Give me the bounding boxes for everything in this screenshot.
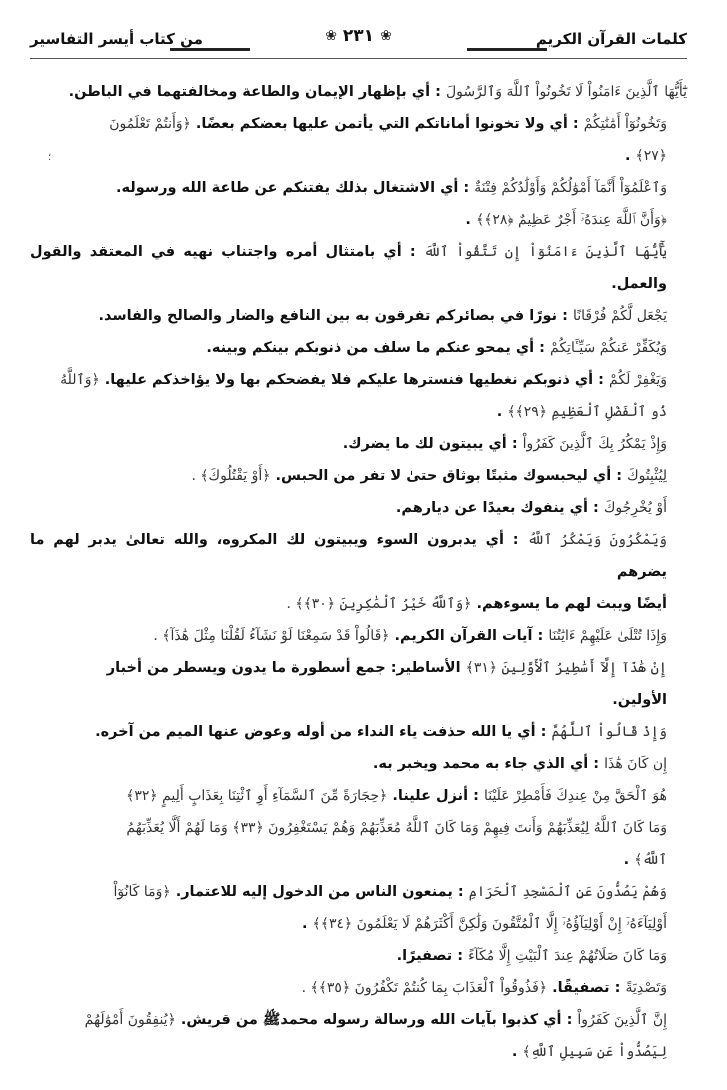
quran-text: وَهُمْ يَصُدُّونَ عَنِ ٱلْمَسْجِدِ ٱلْحَرَامِ xyxy=(468,884,667,900)
explanation-text: : أي بامتثال أمره واجتناب نهيه في المعتقد والقول والعمل. xyxy=(30,244,667,292)
quran-text: ﴿وَٱللَّهُ xyxy=(60,372,100,388)
quran-text: وَيَغْفِرْ لَكُمْ xyxy=(609,372,667,388)
tafsir-line xyxy=(30,492,687,524)
explanation-text: : أي يبيتون لك ما يضرك. xyxy=(342,436,523,452)
tafsir-line xyxy=(30,172,687,204)
explanation-text: : تصفيقًا. xyxy=(547,980,626,996)
quran-text: وَٱعْلَمُوٓاْ أَنَّمَآ أَمْوَٰلُكُمْ وَأَوْلَٰدُكُمْ فِتْنَةٌ xyxy=(474,180,667,196)
explanation-text: . xyxy=(624,148,636,164)
quran-text: وَيُكَفِّرْ عَنكُمْ سَيِّـَٔاتِكُمْ xyxy=(550,340,667,356)
quran-text: ﴿وَأَنَّ ٱللَّهَ عِندَهُۥٓ أَجْرٌ عَظِيمٌ ﴿٢٨﴾﴾ xyxy=(475,212,667,228)
tafsir-line xyxy=(30,876,687,908)
explanation-text: : أنزل علينا. xyxy=(387,788,484,804)
quran-text: أَوْلِيَآءَهُۥٓ إِنْ أَوْلِيَآؤُهُۥٓ إِلَّا ٱلْمُتَّقُونَ وَلَٰكِنَّ أَكْثَرَهُمْ لَا يَعْلَمُونَ ﴿٣٤﴾﴾ xyxy=(312,916,667,932)
quran-text: لِيَصُدُّواْ عَن سَبِيلِ ٱللَّهِ﴾ xyxy=(522,1044,667,1060)
tafsir-line xyxy=(30,1036,687,1068)
quran-text: ﴿٢٧﴾ xyxy=(635,148,667,164)
page-number: ٢٣١ xyxy=(342,26,375,46)
quran-text: ٱللَّهُ﴾ xyxy=(634,852,667,868)
explanation-text: : نورًا في بصائركم تفرقون به بين النافع والضار والصالح والفاسد. xyxy=(98,308,573,324)
tafsir-line xyxy=(30,588,687,620)
margin-mark: ؛ xyxy=(48,152,52,163)
explanation-text: : أي ينفوك بعيدًا عن ديارهم. xyxy=(395,500,604,516)
tafsir-line xyxy=(30,716,687,748)
explanation-text: : أي بإظهار الإيمان والطاعة ومخالفتهما في الباطن. xyxy=(68,84,446,100)
tafsir-line xyxy=(30,428,687,460)
quran-text: وَمَا كَانَ صَلَاتُهُمْ عِندَ ٱلْبَيْتِ إِلَّا مُكَآءً xyxy=(468,948,667,964)
header-ornament-rule-left xyxy=(170,48,250,51)
quran-text: إِنَّ ٱلَّذِينَ كَفَرُواْ xyxy=(577,1012,667,1028)
quran-text: ﴿وَٱللَّهُ خَيْرُ ٱلْمَٰكِرِينَ ﴿٣٠﴾﴾ . xyxy=(286,596,472,612)
quran-text: يَٰٓأَيُّهَا ٱلَّذِينَ ءَامَنُوٓاْ إِن تَتَّقُواْ ٱللَّهَ xyxy=(423,244,667,260)
explanation-text: : أي ليحبسوك مثبتًا بوثاق حتىٰ لا تفر من الحبس. xyxy=(270,468,628,484)
tafsir-line xyxy=(30,1004,687,1036)
ornament-icon: ❀ xyxy=(325,28,337,44)
tafsir-line xyxy=(30,908,687,940)
tafsir-line xyxy=(30,940,687,972)
tafsir-line xyxy=(30,620,687,652)
explanation-text: . xyxy=(496,404,508,420)
quran-text: وَإِذَا تُتْلَىٰ عَلَيْهِمْ ءَايَٰتُنَا xyxy=(548,628,667,644)
tafsir-line xyxy=(30,236,687,300)
header-book-title: كلمات القرآن الكريم xyxy=(535,30,687,48)
header-source-title: من كتاب أيسر التفاسير xyxy=(30,30,203,48)
quran-text: أَوْ يُخْرِجُوكَ xyxy=(603,500,667,516)
header-ornament-rule-right xyxy=(467,48,547,51)
quran-text: وَإِذْ يَمْكُرُ بِكَ ٱلَّذِينَ كَفَرُواْ xyxy=(522,436,667,452)
quran-text: يَجْعَل لَّكُمْ فُرْقَانًا xyxy=(572,308,667,324)
tafsir-line xyxy=(30,844,687,876)
quran-text: وَتَصْدِيَةً xyxy=(625,980,667,996)
quran-text: ﴿يُنفِقُونَ أَمْوَٰلَهُمْ xyxy=(84,1012,176,1028)
quran-text: ﴿قَالُواْ قَدْ سَمِعْنَا لَوْ نَشَآءُ لَقُلْنَا مِثْلَ هَٰذَآ﴾ . xyxy=(153,628,390,644)
header-divider xyxy=(30,58,687,59)
ornament-icon: ❀ xyxy=(380,28,392,44)
explanation-text: : تصفيرًا. xyxy=(396,948,469,964)
explanation-text: : آيات القرآن الكريم. xyxy=(389,628,549,644)
tafsir-line xyxy=(30,780,687,812)
tafsir-line xyxy=(30,396,687,428)
explanation-text: : أي الذي جاء به محمد ويخبر به. xyxy=(372,756,605,772)
explanation-text: : أي يدبرون السوء ويبيتون لك المكروه، والله تعالىٰ يدبر لهم ما يضرهم xyxy=(30,532,667,580)
quran-text: ﴿وَمَا كَانُوٓاْ xyxy=(113,884,171,900)
tafsir-line xyxy=(30,684,687,716)
page-header xyxy=(30,22,687,62)
explanation-text: : أي الاشتغال بذلك يفتنكم عن طاعة الله ورسوله. xyxy=(116,180,475,196)
quran-text: وَتَخُونُوٓاْ أَمَٰنَٰتِكُمْ xyxy=(583,116,667,132)
quran-text: وَإِذْ قَالُواْ ٱللَّهُمَّ xyxy=(551,724,667,740)
explanation-text: : أي يمحو عنكم ما سلف من ذنوبكم بينكم وبينه. xyxy=(206,340,550,356)
explanation-text: أيضًا ويبث لهم ما يسوءهم. xyxy=(471,596,667,612)
quran-text: ﴿وَأَنتُمْ تَعْلَمُونَ xyxy=(109,116,191,132)
page-number-box xyxy=(325,26,392,46)
quran-text: ذُو ٱلْفَضْلِ ٱلْعَظِيمِ ﴿٢٩﴾﴾ xyxy=(507,404,667,420)
tafsir-line xyxy=(30,108,687,140)
tafsir-line xyxy=(30,812,687,844)
tafsir-line xyxy=(30,204,687,236)
tafsir-line xyxy=(30,332,687,364)
quran-text: وَمَا كَانَ ٱللَّهُ لِيُعَذِّبَهُمْ وَأَنتَ فِيهِمْ وَمَا كَانَ ٱللَّهُ مُعَذِّبَهُمْ وَهُمْ يَسْتَغْفِرُونَ ﴿٣٣﴾ وَمَا لَهُمْ أَلَّا يُعَذِّبَهُمُ xyxy=(126,820,667,836)
quran-text: يَٰٓأَيُّهَا ٱلَّذِينَ ءَامَنُواْ لَا تَخُونُواْ ٱللَّهَ وَٱلرَّسُولَ xyxy=(445,84,687,100)
explanation-text: الأولين. xyxy=(612,692,667,708)
explanation-text: . xyxy=(465,212,476,228)
explanation-text: : أي ولا تخونوا أماناتكم التي يأتمن عليها بعضكم بعضًا. xyxy=(190,116,584,132)
explanation-text: . xyxy=(511,1044,523,1060)
quran-text: لِيُثْبِتُوكَ xyxy=(627,468,667,484)
tafsir-line xyxy=(30,972,687,1004)
explanation-text: : يمنعون الناس من الدخول إليه للاعتمار. xyxy=(170,884,469,900)
tafsir-line xyxy=(30,460,687,492)
tafsir-line xyxy=(30,652,687,684)
tafsir-line xyxy=(30,524,687,588)
tafsir-line xyxy=(30,300,687,332)
tafsir-line xyxy=(30,364,687,396)
quran-text: ﴿حِجَارَةً مِّنَ ٱلسَّمَآءِ أَوِ ٱئْتِنَا بِعَذَابٍ أَلِيمٍ ﴿٣٢﴾ xyxy=(126,788,388,804)
explanation-text: : أي كذبوا بآيات الله ورسالة رسوله محمدﷺ من قريش. xyxy=(175,1012,578,1028)
quran-text: ﴿أَوْ يَقْتُلُوكَ﴾ . xyxy=(191,468,271,484)
explanation-text: . xyxy=(623,852,635,868)
explanation-text: : أي يا الله حذفت ياء النداء من أوله وعوض عنها الميم من آخره. xyxy=(95,724,552,740)
explanation-text: . xyxy=(301,916,313,932)
explanation-text: : أي ذنوبكم نغطيها فنسترها عليكم فلا يفضحكم بها ولا يؤاخذكم عليها. xyxy=(99,372,610,388)
tafsir-line xyxy=(30,76,687,108)
quran-text: ﴿فَذُوقُواْ ٱلْعَذَابَ بِمَا كُنتُمْ تَكْفُرُونَ ﴿٣٥﴾﴾ . xyxy=(301,980,548,996)
tafsir-line xyxy=(30,140,687,172)
tafsir-line xyxy=(30,748,687,780)
explanation-text: الأساطير: جمع أسطورة ما يدون ويسطر من أخبار xyxy=(106,660,466,676)
quran-text: إِن كَانَ هَٰذَا xyxy=(604,756,667,772)
quran-text: هُوَ ٱلْحَقَّ مِنْ عِندِكَ فَأَمْطِرْ عَلَيْنَا xyxy=(483,788,667,804)
tafsir-body xyxy=(30,76,687,1068)
quran-text: وَيَمْكُرُونَ وَيَمْكُرُ ٱللَّهُ xyxy=(527,532,668,548)
quran-text: إِنْ هَٰذَآ إِلَّآ أَسَٰطِيرُ ٱلْأَوَّلِينَ ﴿٣١﴾ xyxy=(465,660,667,676)
